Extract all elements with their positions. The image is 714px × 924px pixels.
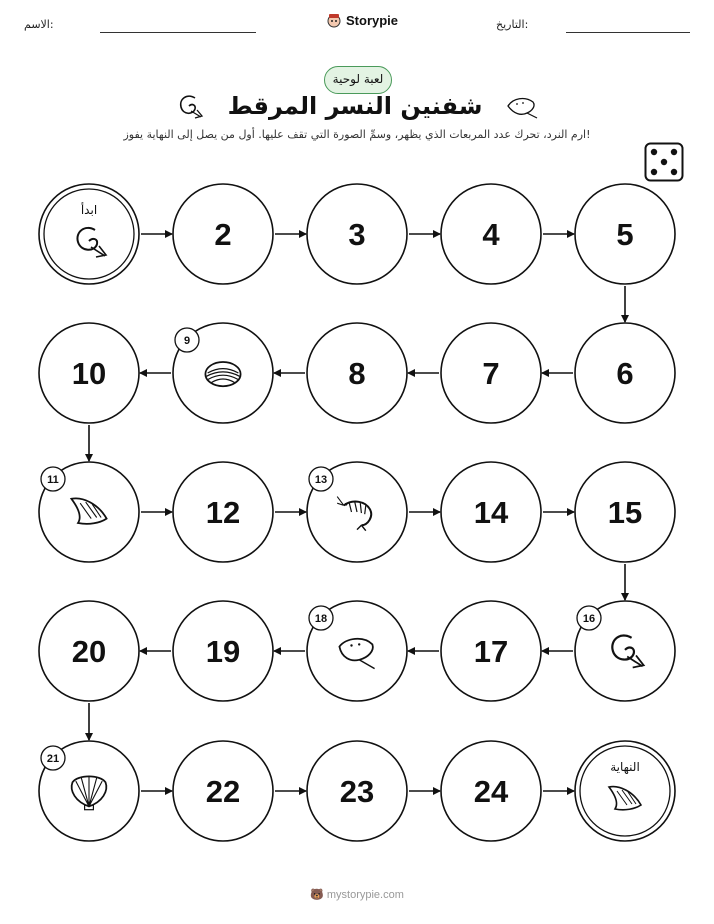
- board-space[interactable]: [575, 462, 675, 562]
- board-space[interactable]: [173, 462, 273, 562]
- space-circle: [39, 184, 139, 284]
- space-number: 16: [582, 613, 596, 625]
- board-space[interactable]: [441, 741, 541, 841]
- board-space[interactable]: [441, 601, 541, 701]
- space-number: 18: [314, 613, 328, 625]
- board-space[interactable]: [575, 323, 675, 423]
- start-space[interactable]: [39, 184, 139, 284]
- start-label: ابدأ: [80, 203, 98, 217]
- board-space[interactable]: [39, 741, 139, 841]
- board-cells: [39, 184, 675, 841]
- board-space[interactable]: [307, 601, 407, 701]
- space-number: 20: [71, 634, 107, 669]
- space-number: 23: [339, 774, 375, 809]
- date-label: التاريخ:: [496, 18, 529, 31]
- name-label: الاسم:: [24, 18, 54, 31]
- space-number: 2: [214, 217, 232, 252]
- game-type-badge: لعبة لوحية: [324, 66, 392, 94]
- space-number: 19: [205, 634, 241, 669]
- brand-name: Storypie: [346, 12, 399, 28]
- board-space[interactable]: [441, 462, 541, 562]
- board-space[interactable]: [39, 601, 139, 701]
- board-space[interactable]: [575, 184, 675, 284]
- space-number: 10: [71, 356, 107, 391]
- space-number: 24: [473, 774, 509, 809]
- board-space[interactable]: [575, 601, 675, 701]
- space-number: 11: [47, 474, 59, 486]
- space-number: 12: [205, 495, 241, 530]
- footer-mascot-icon: 🐻: [310, 889, 327, 901]
- space-number: 4: [482, 217, 500, 252]
- space-circle: [575, 741, 675, 841]
- board-space[interactable]: [173, 323, 273, 423]
- space-number: 3: [348, 217, 366, 252]
- board-space[interactable]: [173, 601, 273, 701]
- title-text: شفنين النسر المرقط: [227, 92, 483, 120]
- space-number: 17: [473, 634, 509, 669]
- board-space[interactable]: [441, 184, 541, 284]
- space-number: 13: [314, 474, 328, 486]
- space-number: 22: [205, 774, 241, 809]
- board-space[interactable]: [173, 741, 273, 841]
- space-number: 21: [46, 753, 60, 765]
- space-number: 5: [616, 217, 634, 252]
- end-label: النهاية: [610, 760, 640, 774]
- space-number: 8: [348, 356, 366, 391]
- board-space[interactable]: [39, 323, 139, 423]
- footer-url: mystorypie.com: [326, 889, 404, 901]
- board-space[interactable]: [307, 462, 407, 562]
- board-space[interactable]: [441, 323, 541, 423]
- board-space[interactable]: [173, 184, 273, 284]
- board-space[interactable]: [307, 741, 407, 841]
- space-number: 7: [482, 356, 500, 391]
- board-space[interactable]: [307, 184, 407, 284]
- instructions: ارم النرد، تحرك عدد المربعات الذي يظهر، وسمِّ الصورة التي تقف عليها. أول من يصل إلى النهاية يفوز!: [123, 128, 591, 141]
- board-space[interactable]: [307, 323, 407, 423]
- footer: [0, 888, 714, 901]
- board-space[interactable]: [39, 462, 139, 562]
- space-number: 15: [607, 495, 643, 530]
- space-number: 14: [473, 495, 509, 530]
- space-number: 6: [616, 356, 634, 391]
- space-number: 9: [183, 335, 191, 347]
- finish-space[interactable]: [575, 741, 675, 841]
